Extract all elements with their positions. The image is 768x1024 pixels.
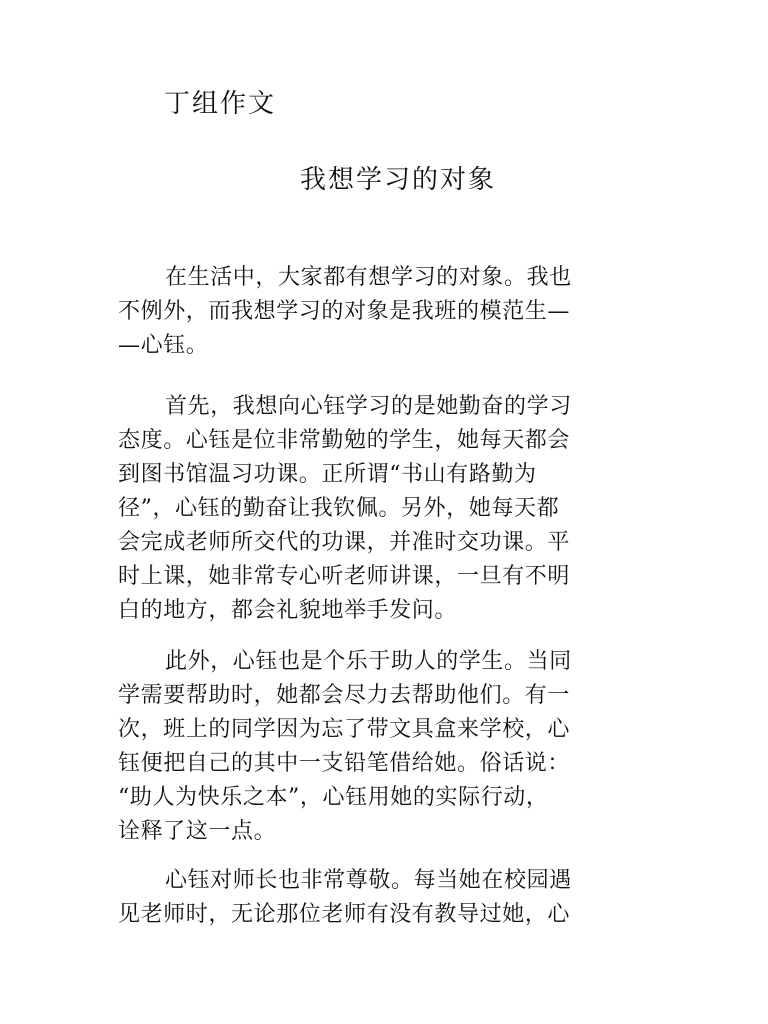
- text-line: 会完成老师所交代的功课，并准时交功课。平: [118, 530, 571, 555]
- text-line: 在生活中，大家都有想学习的对象。我也: [165, 265, 572, 290]
- text-line: “助人为快乐之本”，心钰用她的实际行动，: [118, 785, 549, 810]
- text-line: 见老师时，无论那位老师有没有教导过她，心: [118, 902, 571, 927]
- text-line: 白的地方，都会礼貌地举手发问。: [118, 598, 458, 623]
- text-line: 钰便把自己的其中一支铅笔借给她。俗话说：: [118, 751, 571, 776]
- text-line: 时上课，她非常专心听老师讲课，一旦有不明: [118, 564, 571, 589]
- paragraph-4: [118, 864, 638, 932]
- text-line: 径”，心钰的勤奋让我钦佩。另外，她每天都: [118, 496, 560, 521]
- group-label: 丁组作文: [164, 89, 277, 119]
- text-line: 诠释了这一点。: [118, 819, 277, 844]
- text-line: 到图书馆温习功课。正所谓“书山有路勤为: [118, 462, 537, 487]
- paragraph-1: [118, 261, 638, 363]
- paragraph-3: [118, 645, 638, 849]
- text-line: 学需要帮助时，她都会尽力去帮助他们。有一: [118, 683, 571, 708]
- text-line: 态度。心钰是位非常勤勉的学生，她每天都会: [118, 428, 571, 453]
- text-line: 不例外，而我想学习的对象是我班的模范生—: [118, 299, 571, 324]
- text-line: 首先，我想向心钰学习的是她勤奋的学习: [165, 394, 572, 419]
- text-line: 次，班上的同学因为忘了带文具盒来学校，心: [118, 717, 571, 742]
- text-line: 心钰对师长也非常尊敬。每当她在校园遇: [165, 868, 572, 893]
- text-line: 此外，心钰也是个乐于助人的学生。当同: [165, 649, 572, 674]
- text-line: —心钰。: [118, 333, 209, 358]
- essay-title: 我想学习的对象: [300, 165, 497, 195]
- paragraph-2: [118, 390, 638, 628]
